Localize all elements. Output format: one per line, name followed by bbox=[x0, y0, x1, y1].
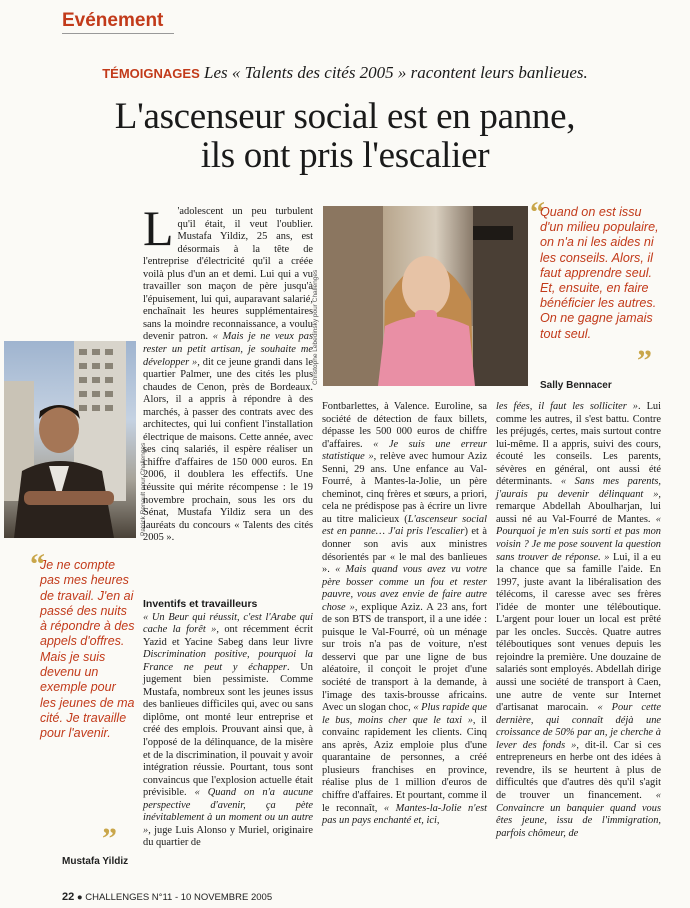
article-column-2 bbox=[322, 401, 487, 828]
pull-quote-sally: Quand on est issu d'un milieu populaire, on n'a ni les aides ni les conseils. Alors, il faut apprendre seul. Et, ensuite, en faire bénéficier les autres. On ne gagne jamais tout seul. bbox=[540, 205, 659, 341]
photo-sally-bennacer bbox=[323, 206, 528, 386]
subheading: Inventifs et travailleurs bbox=[143, 598, 258, 610]
pull-quote-mustafa: Je ne compte pas mes heures de travail. J'en ai passé des nuits à répondre à des appels d'offres. Mais je suis devenu un exemple pour les jeunes de ma cité. Je travaille pour l'avenir. bbox=[40, 558, 135, 741]
article-column-3 bbox=[496, 401, 661, 840]
headline bbox=[0, 97, 690, 175]
kicker-text: Les « Talents des cités 2005 » racontent leurs banlieues. bbox=[204, 63, 588, 82]
page-number: 22 bbox=[62, 891, 75, 903]
photo-credit-2: Christophe Lebedinsky pour Challenges bbox=[312, 269, 319, 385]
paragraph: L 'adolescent un peu turbulent qu'il était, il veut l'oublier. Mustafa Yildiz, 25 ans, est désormais à la tête de l'entreprise d'électricité qu'il a créée voilà plus d'un an et demi. Lui qui a vu travailler son maçon de père jusqu'à l'épuisement, lui qui, auparavant salarié, enchaînait les heures supplémentaires sans la moindre reconnaissance, a voulu devenir patron. « Mais je ne veux pas rester un petit artisan, je souhaite me développer », dit ce jeune grandi dans le quartier Palmer, une des cités les plus chaudes de Cenon, près de Bordeaux. Alors, il a appris à répondre à des marchés, à passer des contrats avec des architectes, qui lui confient l'installation électrique de maisons. Cette année, avec ses cinq salariés, il espère réaliser un chiffre d'affaires de 150 000 euros. En 2006, il doublera les effectifs. Une réussite qui mérite récompense : le 19 novembre prochain, sous les ors du Sénat, Mustafa Yildiz sera un des lauréats du concours « Talents des cités 2005 ». bbox=[143, 200, 313, 544]
drop-cap: L bbox=[143, 200, 174, 256]
paragraph: Fontbarlettes, à Valence. Euroline, sa société de détection de faux billets, dépasse les 500 000 euros de chiffre d'affaires. « Je suis une erreur statistique », relève avec humour Aziz Senni, 29 ans. Une enfance au Val-Fourré, à Mantes-la-Jolie, un père cheminot, cinq frères et sœurs, a priori, cela ne prédispose pas à écrire un livre au titre malicieux (L'ascenseur social est en panne… J'ai pris l'escalier) et à donner son avis aux ministres désorientés par « le mal des banlieues ». « Mais quand vous avez vu votre père bosser comme un fou et rester pauvre, vous avez envie de faire autre chose », explique Aziz. A 23 ans, fort de son BTS de transport, il a une idée : puisque le Val-Fourré, où un ménage sur trois n'a pas de voiture, n'est desservi que par une ligne de bus aléatoire, il conçoit le projet d'une société de transport à la demande, à l'image des taxis-brousse africains. Avec un slogan choc, « Plus rapide que le bus, moins cher que le taxi », il convainc rapidement les clients. Cinq ans après, Aziz emploie plus d'une quarantaine de personnes, a créé plusieurs franchises en province, réalise plus de 1 million d'euros de chiffre d'affaires. Et pourtant, comme il le reconnaît, « Mantes-la-Jolie n'est pas un pays enchanté et, ici, bbox=[322, 401, 488, 827]
kicker bbox=[0, 63, 690, 83]
publication-info: CHALLENGES N°11 - 10 NOVEMBRE 2005 bbox=[85, 892, 273, 903]
quote-close-icon: ” bbox=[102, 822, 117, 855]
paragraph: « Un Beur qui réussit, c'est l'Arabe qui cache la forêt », ont récemment écrit Yazid et Yacine Sabeg dans leur livre Discrimination positive, pourquoi la France ne peut y échapper. Un jugement bien pessimiste. Comme Mustafa, nombreux sont les jeunes issus des banlieues difficiles qui, avec ou sans diplôme, ont monté leur entreprise et créé des emplois. Prouvant ainsi que, à l'opposé de la délinquance, de la misère et de la discrimination, il pouvait y avoir intégration réussie. Pourtant, tous sont convaincus que l'explosion actuelle était prévisible. « Quand on n'a aucune perspective d'avenir, ça pète inévitablement à un moment ou un autre », juge Luis Alonso y Muriel, originaire du quartier de bbox=[143, 611, 314, 849]
photo-caption-mustafa: Mustafa Yildiz bbox=[62, 856, 129, 867]
photo-sally-illustration bbox=[323, 206, 528, 386]
photo-mustafa-yildiz bbox=[4, 341, 136, 538]
photo-caption-sally: Sally Bennacer bbox=[540, 380, 612, 391]
article-column-1-continued bbox=[143, 596, 313, 850]
photo-credit-1: Patrick Renault pour Challenges bbox=[140, 442, 147, 536]
page-footer bbox=[62, 891, 272, 903]
section-rule bbox=[62, 33, 174, 34]
headline-line-2: ils ont pris l'escalier bbox=[200, 135, 490, 176]
headline-line-1: L'ascenseur social est en panne, bbox=[114, 96, 576, 137]
quote-open-icon: “ bbox=[30, 548, 45, 581]
article-column-1 bbox=[143, 200, 313, 545]
kicker-label: TÉMOIGNAGES bbox=[102, 66, 200, 81]
paragraph: les fées, il faut les solliciter ». Lui comme les autres, il s'est battu. Contre les préjugés, certes, mais surtout contre lui-même. Il a appris, suivi des cours, écouté les conseils. Les parents, sévères en général, ont aussi été déterminants. « Sans mes parents, j'aurais pu devenir délinquant », remarque Abdellah Aboulharjan, lui aussi né au Val-Fourré de Mantes. « Pourquoi je m'en suis sorti et pas mon voisin ? Je me pose souvent la question sans trouver de réponse. » Lui, il a eu la chance que sa famille l'aide. En 1997, juste avant la libéralisation des télécoms, il caresse avec ses frères l'idée de monter une téléboutique. L'argent pour louer un local est prêté par les oncles. Succès. Quatre autres téléboutiques sont venues depuis les rejoindre la première. Une douzaine de salariés sont employés. Abdellah dirige aussi une société de transport à Caen, une autre de vente sur Internet d'artisanat marocain. « Pour cette dernière, qui connaît déjà une croissance de 50% par an, je cherche à lever des fonds », dit-il. Car si ces entrepreneurs en herbe ont des idées à revendre, ils se heurtent à plus de difficultés que d'autres dès qu'il s'agit de trouver un financement. « Convaincre un banquier quand vous êtes jeune, issu de l'immigration, parfois chômeur, de bbox=[496, 401, 662, 839]
section-label: Evénement bbox=[62, 10, 164, 31]
photo-mustafa-illustration bbox=[4, 341, 136, 538]
bullet-icon: ● bbox=[76, 892, 83, 903]
quote-close-icon: ” bbox=[637, 344, 652, 377]
quote-open-icon: “ bbox=[530, 196, 545, 229]
